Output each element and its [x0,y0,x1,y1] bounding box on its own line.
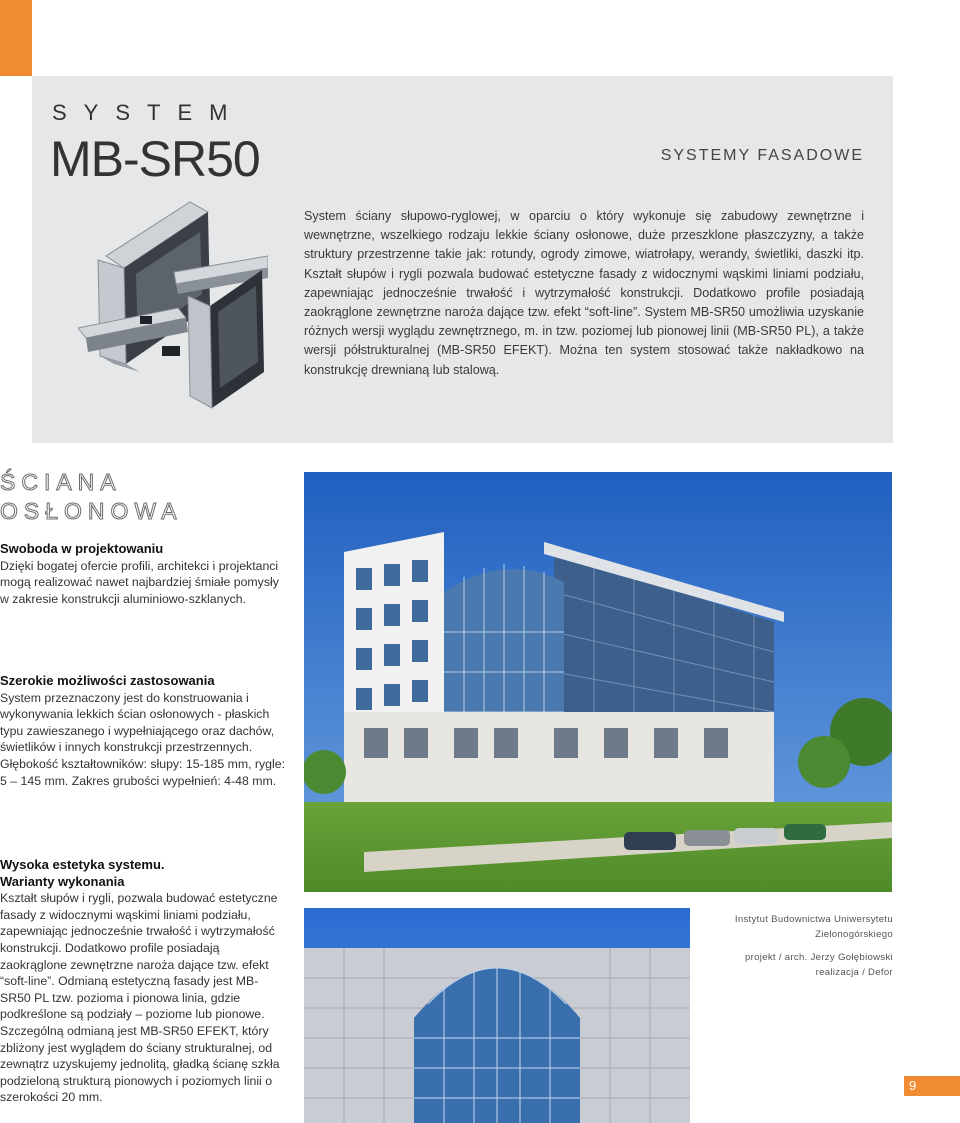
feature-block-design-freedom [0,541,288,607]
category-label: SYSTEMY FASADOWE [660,147,864,164]
system-name: MB-SR50 [50,131,260,187]
system-label: SYSTEM [52,100,245,125]
feature-heading: Swoboda w projektowaniu [0,541,164,556]
feature-heading: Wysoka estetyka systemu. [0,857,165,872]
photo-caption-credits [693,950,893,980]
feature-body: Dzięki bogatej ofercie profili, architekci i projektanci mogą realizować nawet najbardziej śmiałe pomysły w zakresie konstrukcji aluminiowo-szklanych. [0,558,279,606]
section-title [0,468,183,526]
photo-caption-institution [693,912,893,942]
orange-corner-tab [0,0,32,76]
glass-rotunda-photo [304,908,690,1123]
intro-paragraph: System ściany słupowo-ryglowej, w oparciu o który wykonuje się zabudowy zewnętrzne i wewnętrzne, wszelkiego rodzaju lekkie ściany osłonowe, duże przeszklone płaszczyzny, a także struktury przestrzenne takie jak: rotundy, ogrody zimowe, wiatrołapy, werandy, świetliki, daszki itp. Kształt słupów i rygli pozwala budować estetyczne fasady z widocznymi wąskimi liniami podziału, zapewniając jednocześnie trwałość i wytrzymałość konstrukcji. Dodatkowo profile posiadają zaokrąglone zewnętrzne naroża dające tzw. efekt “soft-line”. System MB-SR50 umożliwia uzyskanie różnych wersji wyglądu zewnętrznego, m. in tzw. poziomej lub pionowej linii (MB-SR50 PL), a także wersji półstrukturalnej (MB-SR50 EFEKT). Można ten system stosować także nakładkowo na konstrukcję drewnianą lub stalową. [304,209,864,377]
caption-line: Instytut Budownictwa Uniwersytetu [734,914,893,925]
feature-block-applications [0,673,288,789]
section-title-line2: OSŁONOWA [0,498,183,524]
feature-body: Kształt słupów i rygli, pozwala budować estetyczne fasady z widocznymi wąskimi liniami podziału, zapewniając jednocześnie trwałość i wytrzymałość konstrukcji. Dodatkowo profile posiadają zaokrąglone zewnętrzne naroża dające tzw. efekt “soft-line”. Odmianą estetyczną fasady jest MB-SR50 PL tzw. pozioma i pionowa linia, gdzie podkreślone są podziały – poziome lub pionowe. Szczególną odmianą jest MB-SR50 EFEKT, który zbliżony jest wyglądem do ściany strukturalnej, od zewnątrz uzyskujemy jednolitą, gładką ścianę szkła podzieloną strukturą pionowych i poziomych linii o szerokości 20 mm. [0,891,280,1105]
caption-line: Zielonogórskiego [815,929,893,940]
page-number: 9 [904,1076,960,1096]
caption-line: projekt / arch. Jerzy Gołębiowski [745,952,893,963]
feature-block-aesthetics [0,857,288,1106]
feature-subheading: Warianty wykonania [0,873,125,889]
feature-body: System przeznaczony jest do konstruowania i wykonywania lekkich ścian osłonowych - płaskich typu zawieszanego i wypełniającego oraz dachów, świetlików i innych konstrukcji przestrzennych. Głębokość kształtowników: słupy: 15-185 mm, rygle: 5 – 145 mm. Zakres grubości wypełnień: 4-48 mm. [0,690,285,788]
profile-cross-section-illustration [78,196,268,410]
section-title-line1: ŚCIANA [0,469,122,495]
building-photo [304,472,892,892]
caption-line: realizacja / Defor [815,967,893,978]
feature-heading: Szerokie możliwości zastosowania [0,673,215,688]
